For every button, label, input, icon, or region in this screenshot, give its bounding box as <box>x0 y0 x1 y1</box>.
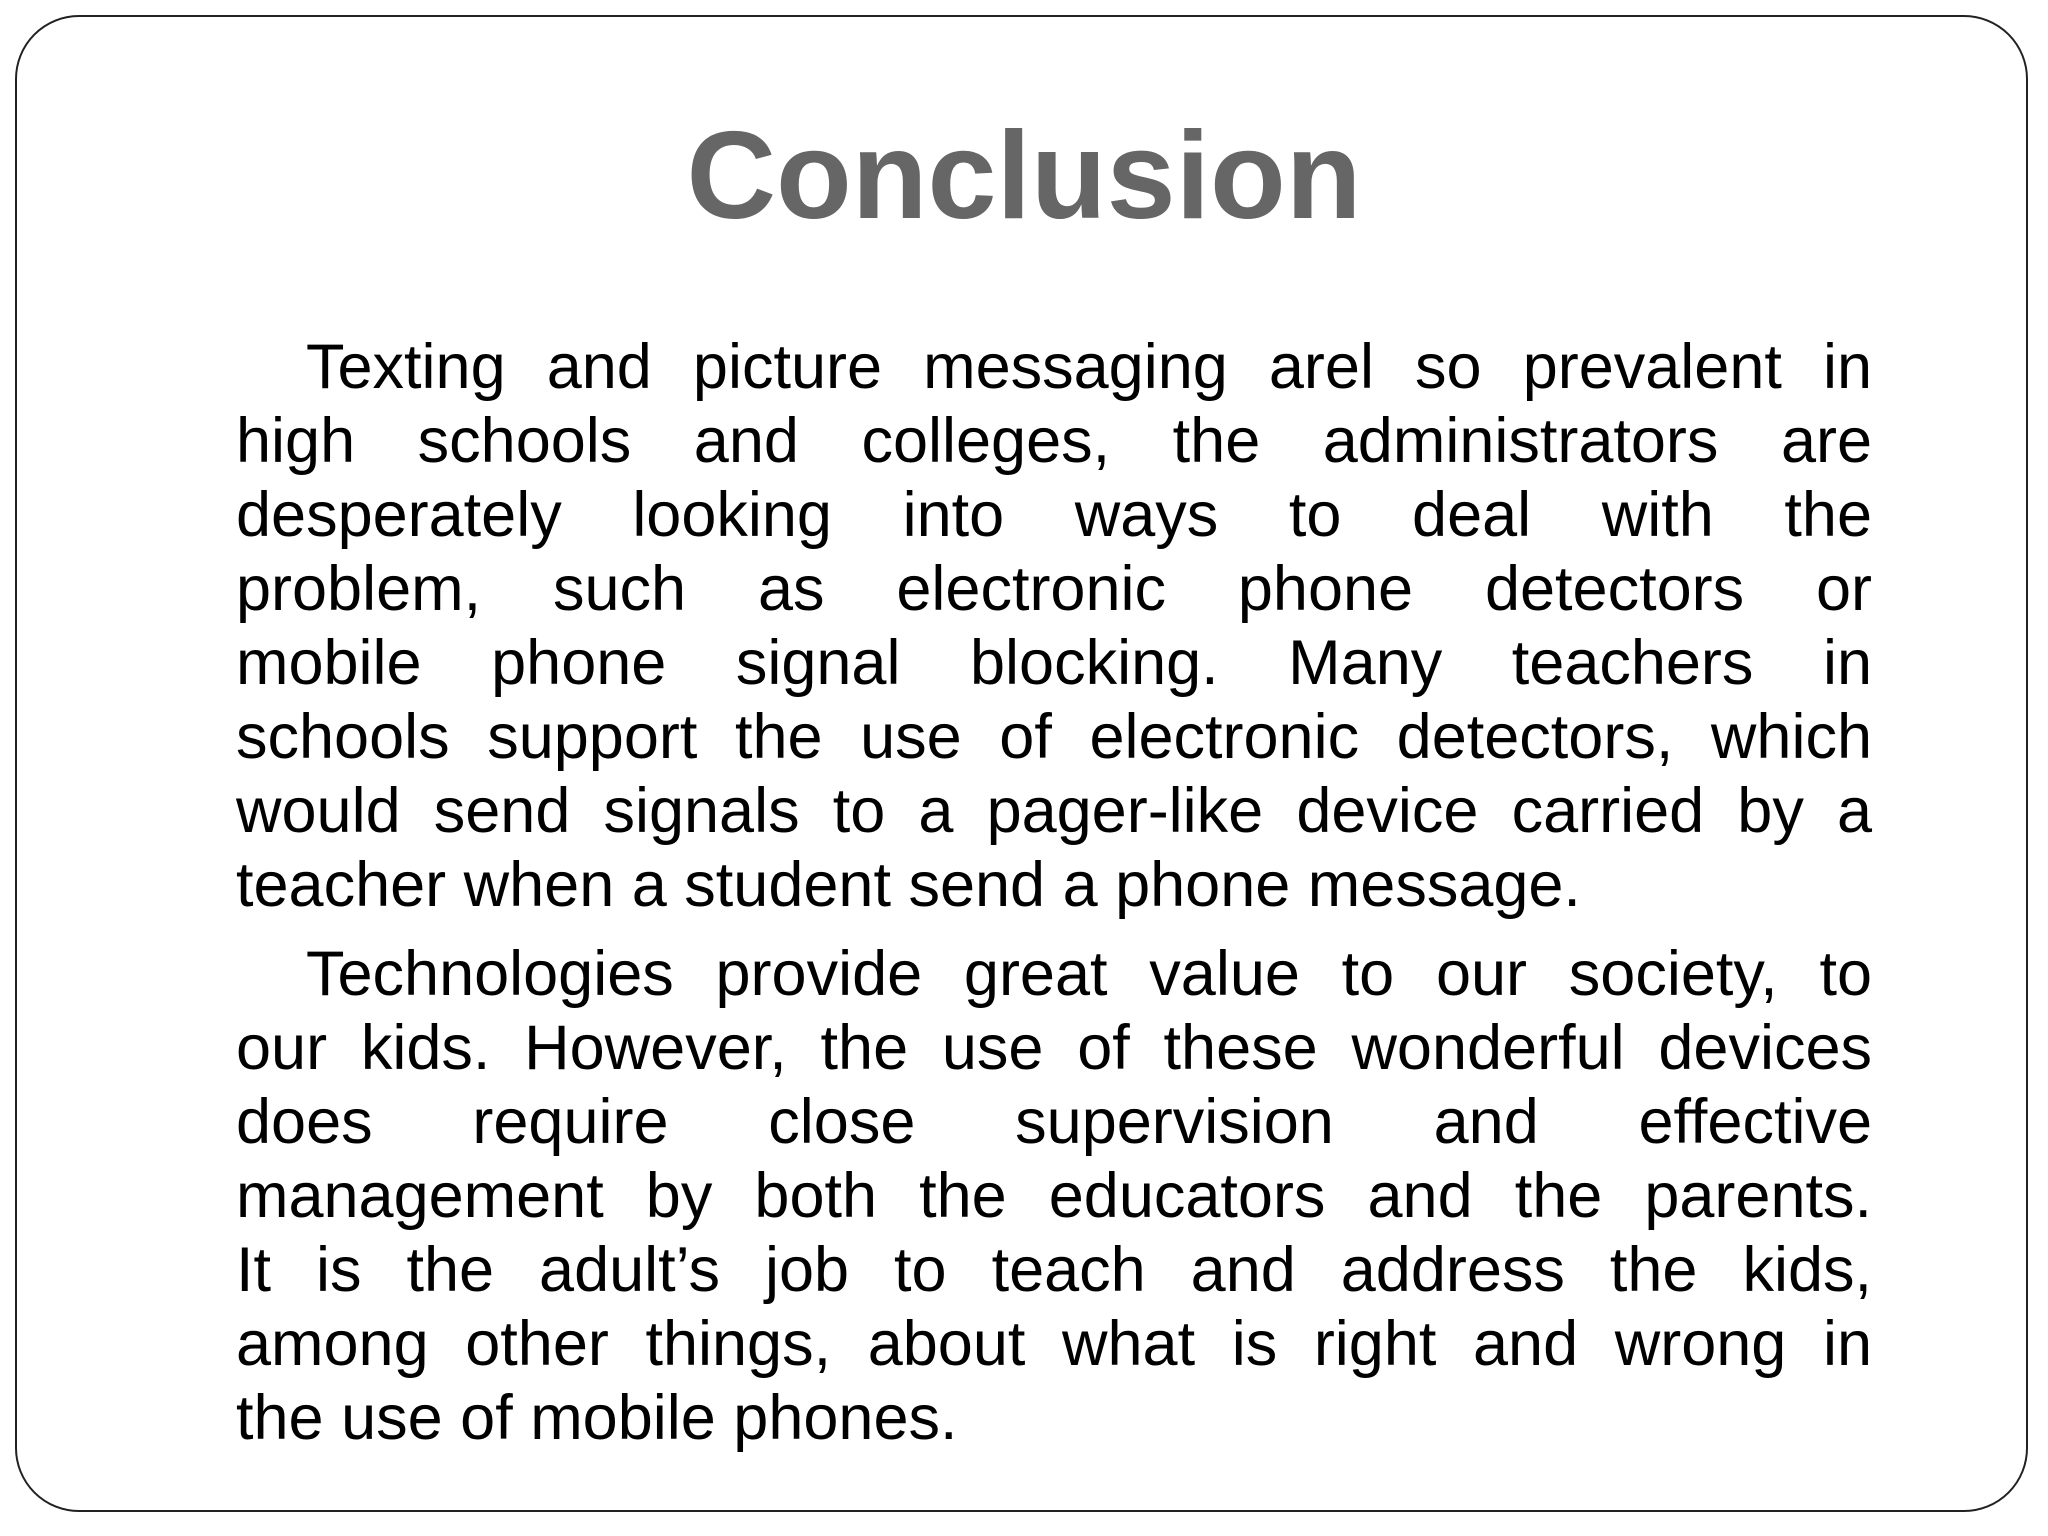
paragraph <box>236 937 1872 1455</box>
slide-body <box>236 330 1872 1470</box>
slide-title: Conclusion <box>686 107 1362 245</box>
text-line: Texting and picture messaging arel so prevalent in <box>306 332 1872 402</box>
paragraph <box>236 330 1872 922</box>
text-line: teacher when a student send a phone message. <box>236 850 1581 920</box>
text-line: problem, such as electronic phone detectors or <box>236 554 1872 624</box>
text-line: desperately looking into ways to deal with the <box>236 480 1872 550</box>
text-line: would send signals to a pager-like device carried by a <box>236 776 1872 846</box>
text-line: high schools and colleges, the administrators are <box>236 406 1872 476</box>
text-line: Technologies provide great value to our society, to <box>306 939 1872 1009</box>
text-line: our kids. However, the use of these wonderful devices <box>236 1013 1872 1083</box>
text-line: the use of mobile phones. <box>236 1383 958 1453</box>
text-line: schools support the use of electronic detectors, which <box>236 702 1872 772</box>
text-line: management by both the educators and the parents. <box>236 1161 1872 1231</box>
text-line: does require close supervision and effective <box>236 1087 1872 1157</box>
text-line: among other things, about what is right and wrong in <box>236 1309 1872 1379</box>
text-line: mobile phone signal blocking. Many teachers in <box>236 628 1872 698</box>
text-line: It is the adult’s job to teach and address the kids, <box>236 1235 1872 1305</box>
